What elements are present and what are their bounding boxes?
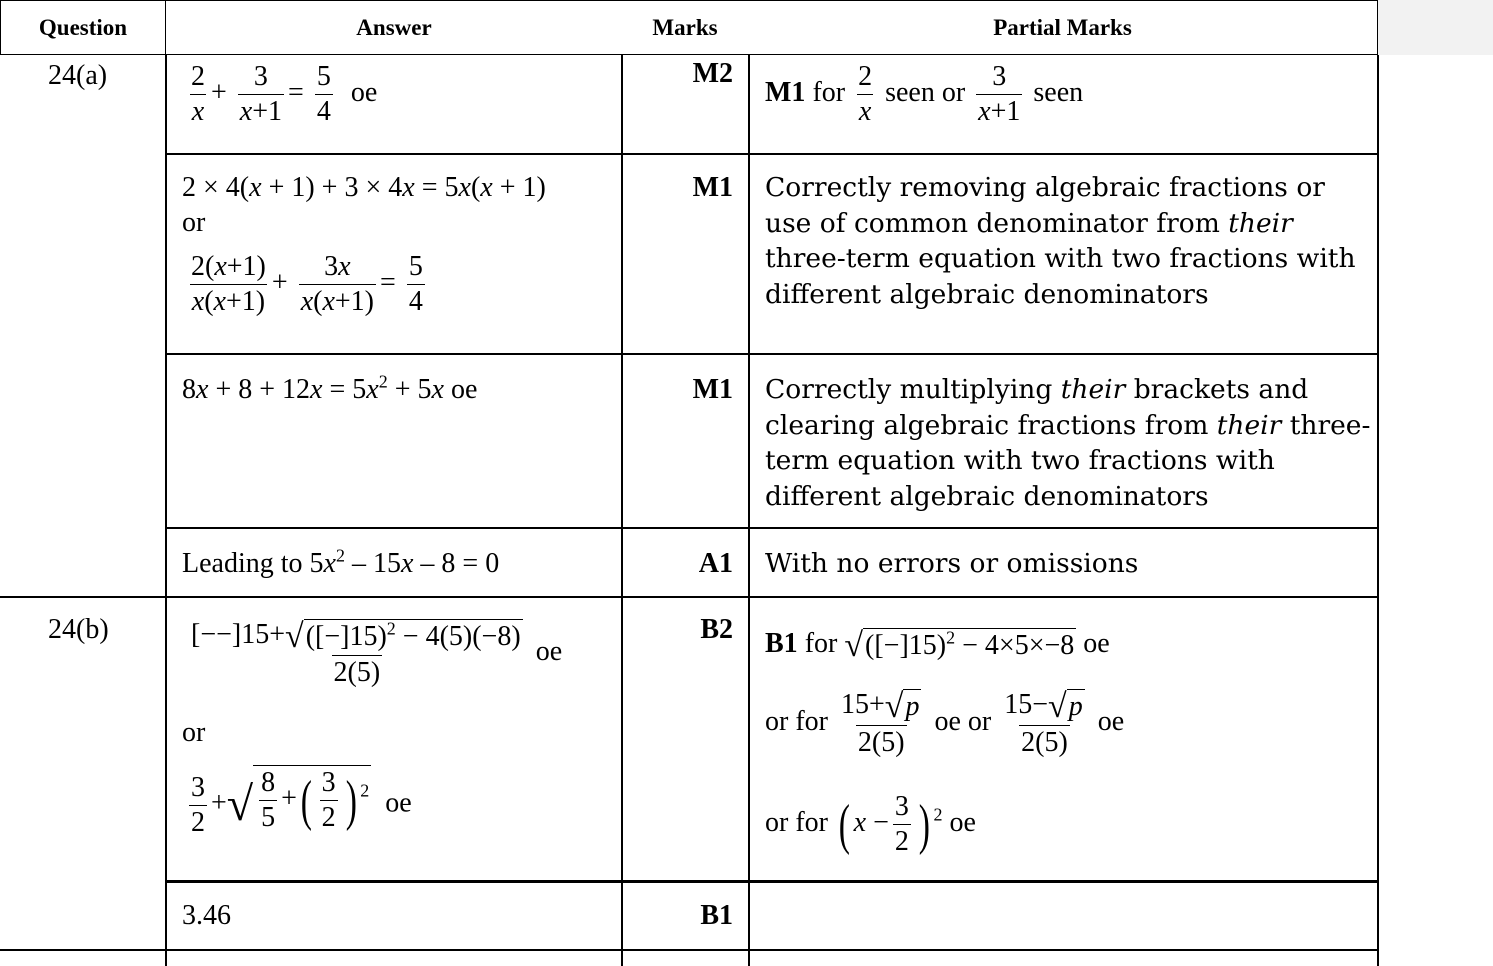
col-divider-2 (621, 55, 623, 966)
question-24b: 24(b) (48, 614, 109, 645)
mark-b1: B2 (700, 614, 733, 645)
answer-a4: Leading to $5x^2 - 15x - 8 = 0$ (182, 545, 500, 579)
answer-b2: 3.46 (182, 900, 231, 931)
header-marks: Marks (622, 0, 749, 55)
mark-a4: A1 (698, 548, 733, 579)
partial-b1-line2: or for 15+ √ p 2(5) oe or 15− √ p 2(5) oe (765, 687, 1125, 758)
partial-a2: Correctly removing algebraic fractions or use of common denominator from their three-term equation with two fractions with different algebraic denominators (765, 172, 1356, 310)
answer-a3: $8x + 8 + 12x = 5x^2 + 5x$ oe (182, 371, 478, 405)
row-divider (0, 949, 1378, 951)
mark-b2: B1 (700, 900, 733, 931)
row-divider (166, 353, 1378, 355)
mark-a2: M1 (692, 172, 733, 203)
row-divider (166, 153, 1378, 155)
mark-a3: M1 (692, 374, 733, 405)
mark-a1: M2 (692, 58, 733, 89)
col-divider-3 (748, 55, 750, 966)
row-divider (0, 596, 1378, 598)
col-divider-1 (165, 55, 167, 966)
partial-b1-line3: or for ( x − $\frac{3}{2}$ ) $^2$ oe (765, 791, 976, 857)
partial-a4: With no errors or omissions (765, 548, 1139, 579)
answer-a2-line1: 2 × 4(x + 1) + 3 × 4x = 5x(x + 1) (182, 172, 546, 203)
answer-a2-fractions: $\frac{2(x+1)}{x(x+1)}$ + $\frac{3x}{x(x+1)}$ = $\frac{5}{4}$ (191, 251, 423, 317)
row-divider (166, 880, 1378, 883)
header-question: Question (0, 0, 166, 55)
partial-a3: Correctly multiplying their brackets and clearing algebraic fractions from their three-term equation with two fractions with different algebraic denominators (765, 374, 1371, 512)
row-divider (166, 527, 1378, 529)
partial-a1: M1 for $\frac{2}{x}$ seen or $\frac{3}{x+1}$ seen (765, 61, 1084, 127)
answer-a2-or: or (182, 207, 206, 238)
answer-a1: $\frac{2}{x}$ + $\frac{3}{x+1}$ = $\frac{5}{4}$ oe (191, 61, 378, 127)
header-answer: Answer (166, 0, 623, 55)
answer-b1-or: or (182, 717, 206, 748)
question-24a: 24(a) (48, 60, 108, 91)
partial-b1-line1: B1 for √ $([-]15)^2 - 4\times 5\times-8$ oe (765, 626, 1110, 664)
answer-b1-formula: [−−]15+ √ $([-]15)^2 - 4(5)(-8)$ 2(5) oe (191, 617, 563, 688)
col-divider-4 (1377, 55, 1379, 966)
answer-b1-alt: $\frac{3}{2}$ + √ $\frac{8}{5}$ +( $\frac{3}{2}$ ) $^2$ oe (185, 765, 412, 845)
header-partial-marks: Partial Marks (748, 0, 1378, 55)
